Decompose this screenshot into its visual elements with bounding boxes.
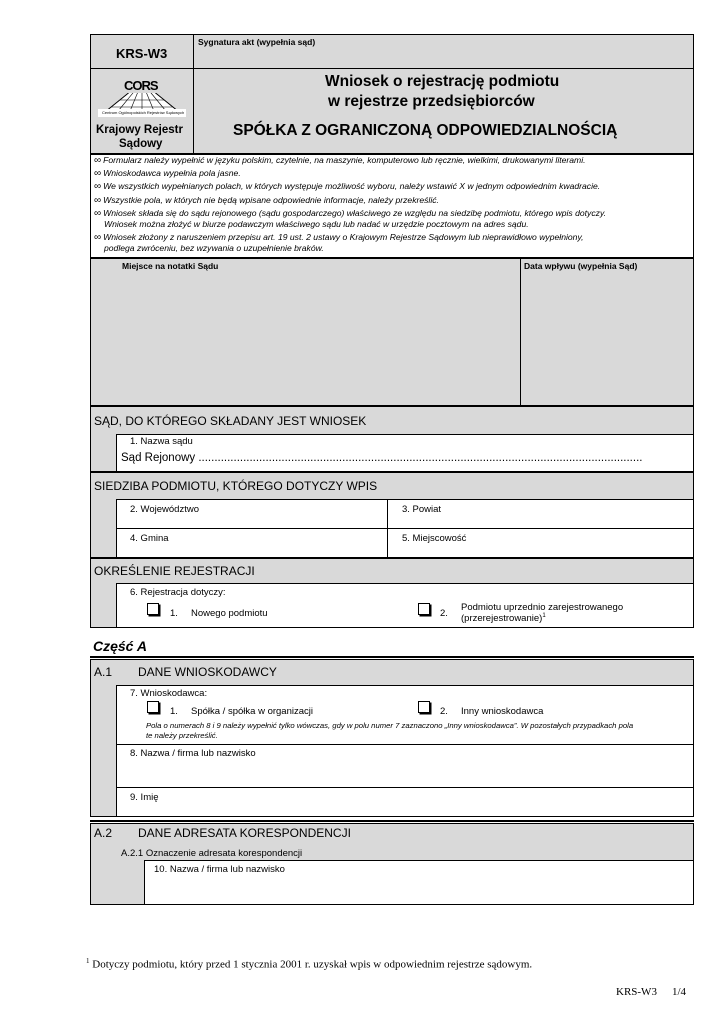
other-applicant-label: Inny wnioskodawca [461, 706, 544, 717]
court-notes-label: Miejsce na notatki Sądu [122, 261, 219, 271]
voivodeship-label: 2. Województwo [130, 504, 199, 515]
commune-label: 4. Gmina [130, 533, 169, 544]
applicant-firstname-label: 9. Imię [130, 792, 159, 803]
applicant-note-line2: te należy przekreślić. [146, 731, 218, 740]
correspondent-name-label: 10. Nazwa / firma lub nazwisko [154, 864, 285, 875]
county-label: 3. Powiat [402, 504, 442, 515]
instruction-4: ∞ Wszystkie pola, w których nie będą wpisane odpowiednie informacje, należy przekreślić. [94, 195, 439, 206]
reregistration-label-2: (przerejestrowanie)$^1$ [461, 613, 546, 625]
applicant-name-label: 8. Nazwa / firma lub nazwisko [130, 748, 256, 759]
registration-label: 6. Rejestracja dotyczy: [130, 587, 226, 598]
a1-number: A.1 [94, 665, 113, 679]
company-applicant-label: Spółka / spółka w organizacji [191, 706, 313, 717]
registry-name-line1: Krajowy Rejestr [96, 124, 183, 136]
cors-logo [96, 72, 188, 122]
instruction-1: ∞ Formularz należy wypełnić w języku polskim, czytelnie, na maszynie, komputerowo lub ręcznie, wielkimi, drukowanymi literami. [94, 155, 586, 166]
locality-label: 5. Miejscowość [402, 533, 467, 544]
form-title-line2: w rejestrze przedsiębiorców [328, 93, 535, 110]
reregistration-label-1: Podmiotu uprzednio zarejestrowanego [461, 602, 624, 613]
new-entity-num: 1. [170, 608, 178, 619]
a2-number: A.2 [94, 826, 113, 840]
new-entity-label: Nowego podmiotu [191, 608, 268, 619]
footnote: $^1$ Dotyczy podmiotu, który przed 1 stycznia 2001 r. uzyskał wpis w odpowiednim rejestrze sądowym. [86, 957, 533, 971]
form-title-line1: Wniosek o rejestrację podmiotu [325, 73, 560, 90]
reregistration-num: 2. [440, 608, 448, 619]
applicant-label: 7. Wnioskodawca: [130, 688, 208, 699]
applicant-note-line1: Pola o numerach 8 i 9 należy wypełnić tylko wówczas, gdy w polu numer 7 zaznaczono „Inny wnioskodawca”. W pozostałych przypadkach pola [146, 721, 634, 730]
instruction-6-cont: podlega zwróceniu, bez wzywania o uzupełnienie braków. [104, 243, 324, 253]
company-applicant-checkbox[interactable] [147, 701, 159, 713]
court-name-label: 1. Nazwa sądu [130, 436, 193, 447]
instruction-5: ∞ Wniosek składa się do sądu rejonowego (sądu gospodarczego) właściwego ze względu na siedzibę podmiotu, którego wpis dotyczy. [94, 208, 606, 219]
registration-heading: OKREŚLENIE REJESTRACJI [94, 564, 255, 578]
seat-section-heading: SIEDZIBA PODMIOTU, KTÓREGO DOTYCZY WPIS [94, 479, 378, 493]
form-code: KRS-W3 [116, 46, 168, 61]
part-a-heading: Część A [93, 638, 147, 654]
instruction-3: ∞ We wszystkich wypełnianych polach, w których występuje możliwość wyboru, należy wstawić X w jednym odpowiednim kwadracie. [94, 181, 601, 192]
other-applicant-num: 2. [440, 706, 448, 717]
other-applicant-checkbox[interactable] [418, 701, 430, 713]
footer-form-code: KRS-W3 [616, 986, 657, 998]
new-entity-checkbox[interactable] [147, 603, 159, 615]
company-applicant-num: 1. [170, 706, 178, 717]
page-number: 1/4 [672, 986, 687, 998]
instruction-5-cont: Wniosek można złożyć w biurze podawczym właściwego sądu lub nadać w urzędzie pocztowym na adres sądu. [104, 219, 529, 229]
instruction-2: ∞ Wnioskodawca wypełnia pola jasne. [94, 168, 241, 179]
a2-title: DANE ADRESATA KORESPONDENCJI [138, 826, 351, 840]
a1-title: DANE WNIOSKODAWCY [138, 665, 277, 679]
company-type: SPÓŁKA Z OGRANICZONĄ ODPOWIEDZIALNOŚCIĄ [233, 122, 618, 139]
signature-label: Sygnatura akt (wypełnia sąd) [198, 37, 316, 47]
receipt-date-label: Data wpływu (wypełnia Sąd) [524, 261, 638, 271]
court-section-heading: SĄD, DO KTÓREGO SKŁADANY JEST WNIOSEK [94, 414, 367, 428]
a21-label: A.2.1 Oznaczenie adresata korespondencji [121, 848, 303, 859]
court-notes-area [90, 258, 694, 406]
cors-logo-subtext: Centrum Ogólnopolskich Rejestrów Sądowych [102, 110, 185, 115]
instruction-6: ∞ Wniosek złożony z naruszeniem przepisu art. 19 ust. 2 ustawy o Krajowym Rejestrze Sądowym lub nieprawidłowo wypełniony, [94, 232, 584, 243]
reregistration-checkbox[interactable] [418, 603, 430, 615]
court-name-value: Sąd Rejonowy ........................................................................................................................................... [121, 452, 643, 464]
applicant-firstname-field[interactable] [116, 787, 694, 817]
registry-name-line2: Sądowy [119, 138, 163, 150]
cors-logo-text: CORS [124, 78, 158, 93]
